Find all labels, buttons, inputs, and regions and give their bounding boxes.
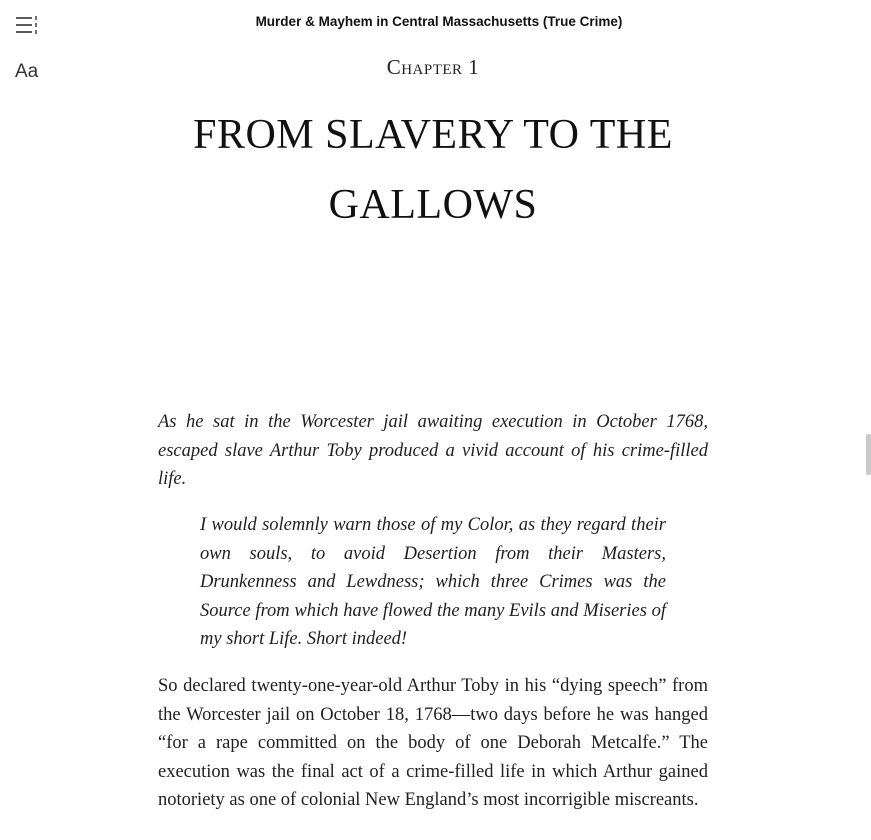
font-settings-button[interactable]: Aa <box>15 61 39 82</box>
block-quote: I would solemnly warn those of my Color, as they regard their own souls, to avoid Desertion from their Masters, Drunkenness and Lewdness; which three Crimes was the Source from which have flowed the many Evils and Miseries of my short Life. Short indeed! <box>200 515 666 650</box>
chapter-label: Chapter 1 <box>386 55 480 79</box>
book-title: Murder & Mayhem in Central Massachusetts (True Crime) <box>255 14 623 29</box>
chapter-title-line-2: GALLOWS <box>328 182 538 228</box>
intro-paragraph: As he sat in the Worcester jail awaiting execution in October 1768, escaped slave Arthur Toby produced a vivid account of his crime-filled life. <box>158 412 708 490</box>
chapter-title <box>0 100 866 240</box>
page-bottom-mask <box>0 822 871 840</box>
scrollbar-handle[interactable] <box>866 434 871 475</box>
body-paragraph: So declared twenty-one-year-old Arthur Toby in his “dying speech” from the Worcester jail on October 18, 1768—two days before he was hanged “for a rape committed on the body of one Deborah Metcalfe.” The execution was the final act of a crime-filled life in which Arthur gained notoriety as one of colonial New England’s most incorrigible miscreants. <box>158 676 708 811</box>
chapter-title-line-1: FROM SLAVERY TO THE <box>193 112 673 158</box>
